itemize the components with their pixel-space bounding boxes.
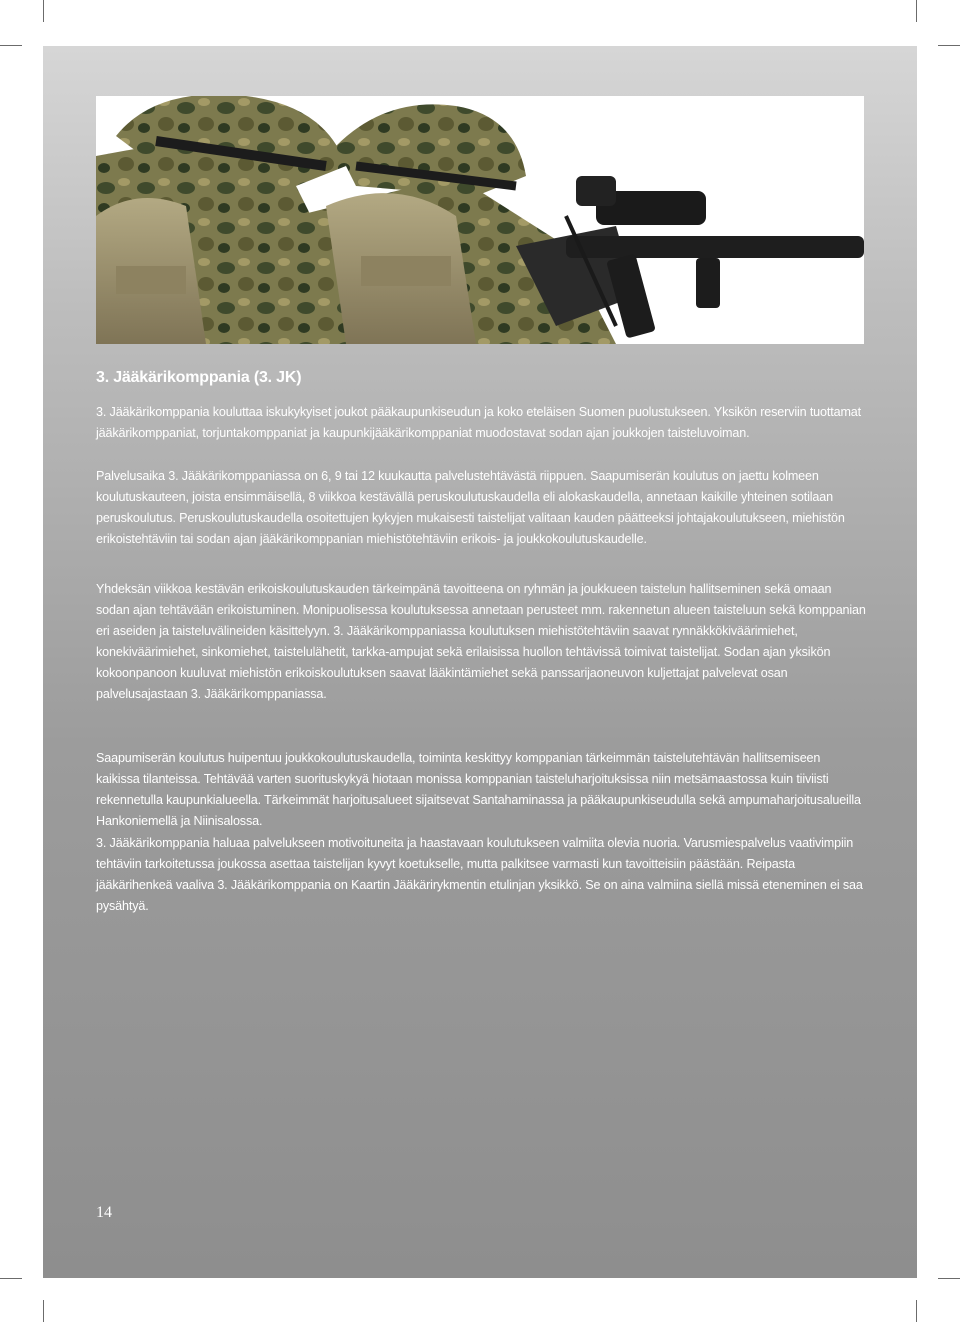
crop-mark-bottom-left [43,1300,44,1322]
soldiers-illustration [96,96,864,344]
paragraph-unit-training: Saapumiserän koulutus huipentuu joukkokoulutuskaudella, toiminta keskittyy komppanian tärkeimmän taistelutehtävän hallitsemiseen kaikissa tilanteissa. Tehtävää varten suorituskykyä hiotaan monissa komppanian taisteluharjoituksissa niin metsämaastossa kuin tiiviisti rekennetulla kaupunkialueella. Tärkeimmät harjoitusalueet sijaitsevat Santahaminassa ja pääkaupunkiseudulla sekä ampumaharjoitusalueilla Hankoniemellä ja Niinisalossa. [96,751,861,828]
crop-mark-bottom-right [916,1300,917,1322]
crop-mark-right-bottom [938,1278,960,1279]
paragraph-service-time: Palvelusaika 3. Jääkärikomppaniassa on 6, 9 tai 12 kuukautta palvelustehtävästä riippuen. Saapumiserän koulutus on jaettu kolmeen koulutuskauteen, joista ensimmäisellä, 8 viikkoa kestävällä peruskoulutuskaudella eli alokaskaudella, annetaan kaikille yhteinen sotilaan peruskoulutus. Peruskoulutuskaudella osoitettujen kykyjen mukaisesti taistelijat valitaan kauden päätteeksi johtajakoulutukseen, miehistön erikoistehtäviin tai sodan ajan jääkärikomppanian miehistötehtäviin erikois- ja joukkokoulutuskaudelle. [96,469,845,546]
paragraph-motivation: 3. Jääkärikomppania haluaa palvelukseen motivoituneita ja haastavaan koulutukseen valmiita olevia nuoria. Varusmiespalvelus vaativimpiin tehtäviin tarkoitetussa joukossa asettaa taistelijan kyvyt koetukselle, mutta palkitsee varmasti kun tavoitteisiin päästään. Reipasta jääkärihenkeä vaaliva 3. Jääkärikomppania on Kaartin Jääkärirykmentin etulinjan yksikkö. Se on aina valmiina siellä missä eteneminen ei saa pysähtyä. [96,836,863,913]
crop-mark-left-top [0,45,22,46]
paragraph-special-training: Yhdeksän viikkoa kestävän erikoiskoulutuskauden tärkeimpänä tavoitteena on ryhmän ja joukkueen taistelun hallitseminen sekä omaan sodan ajan tehtävään erikoistuminen. Monipuolisessa koulutuksessa annetaan perusteet mm. rakennetun alueen taisteluun sekä komppanian eri aseiden ja taisteluvälineiden käsittelyyn. 3. Jääkärikomppaniassa koulutuksen miehistötehtäviin saavat rynnäkkökiväärimiehet, konekiväärimiehet, sinkomiehet, taistelulähetit, tarkka-ampujat sekä erilaisissa huollon tehtävissä toimivat taistelijat. Sodan ajan yksikön kokoonpanoon kuuluvat miehistön erikoiskoulutuksen saavat lääkintämiehet sekä panssarijaoneuvon kuljettajat palvelevat osan palvelusajastaan 3. Jääkärikomppaniassa. [96,582,866,701]
crop-mark-right-top [938,45,960,46]
crop-mark-left-bottom [0,1278,22,1279]
document-page [43,46,917,1278]
soldiers-photo [96,96,864,344]
crop-mark-top-right [916,0,917,22]
paragraph-intro: 3. Jääkärikomppania kouluttaa iskukykyiset joukot pääkaupunkiseudun ja koko eteläisen Suomen puolustukseen. Yksikön reserviin tuottamat jääkärikomppaniat, torjuntakomppaniat ja kaupunkijääkärikomppaniat muodostavat sodan ajan joukkojen taisteluvoiman. [96,405,861,440]
crop-mark-top-left [43,0,44,22]
page-number: 14 [96,1204,112,1221]
section-title: 3. Jääkärikomppania (3. JK) [96,369,302,386]
